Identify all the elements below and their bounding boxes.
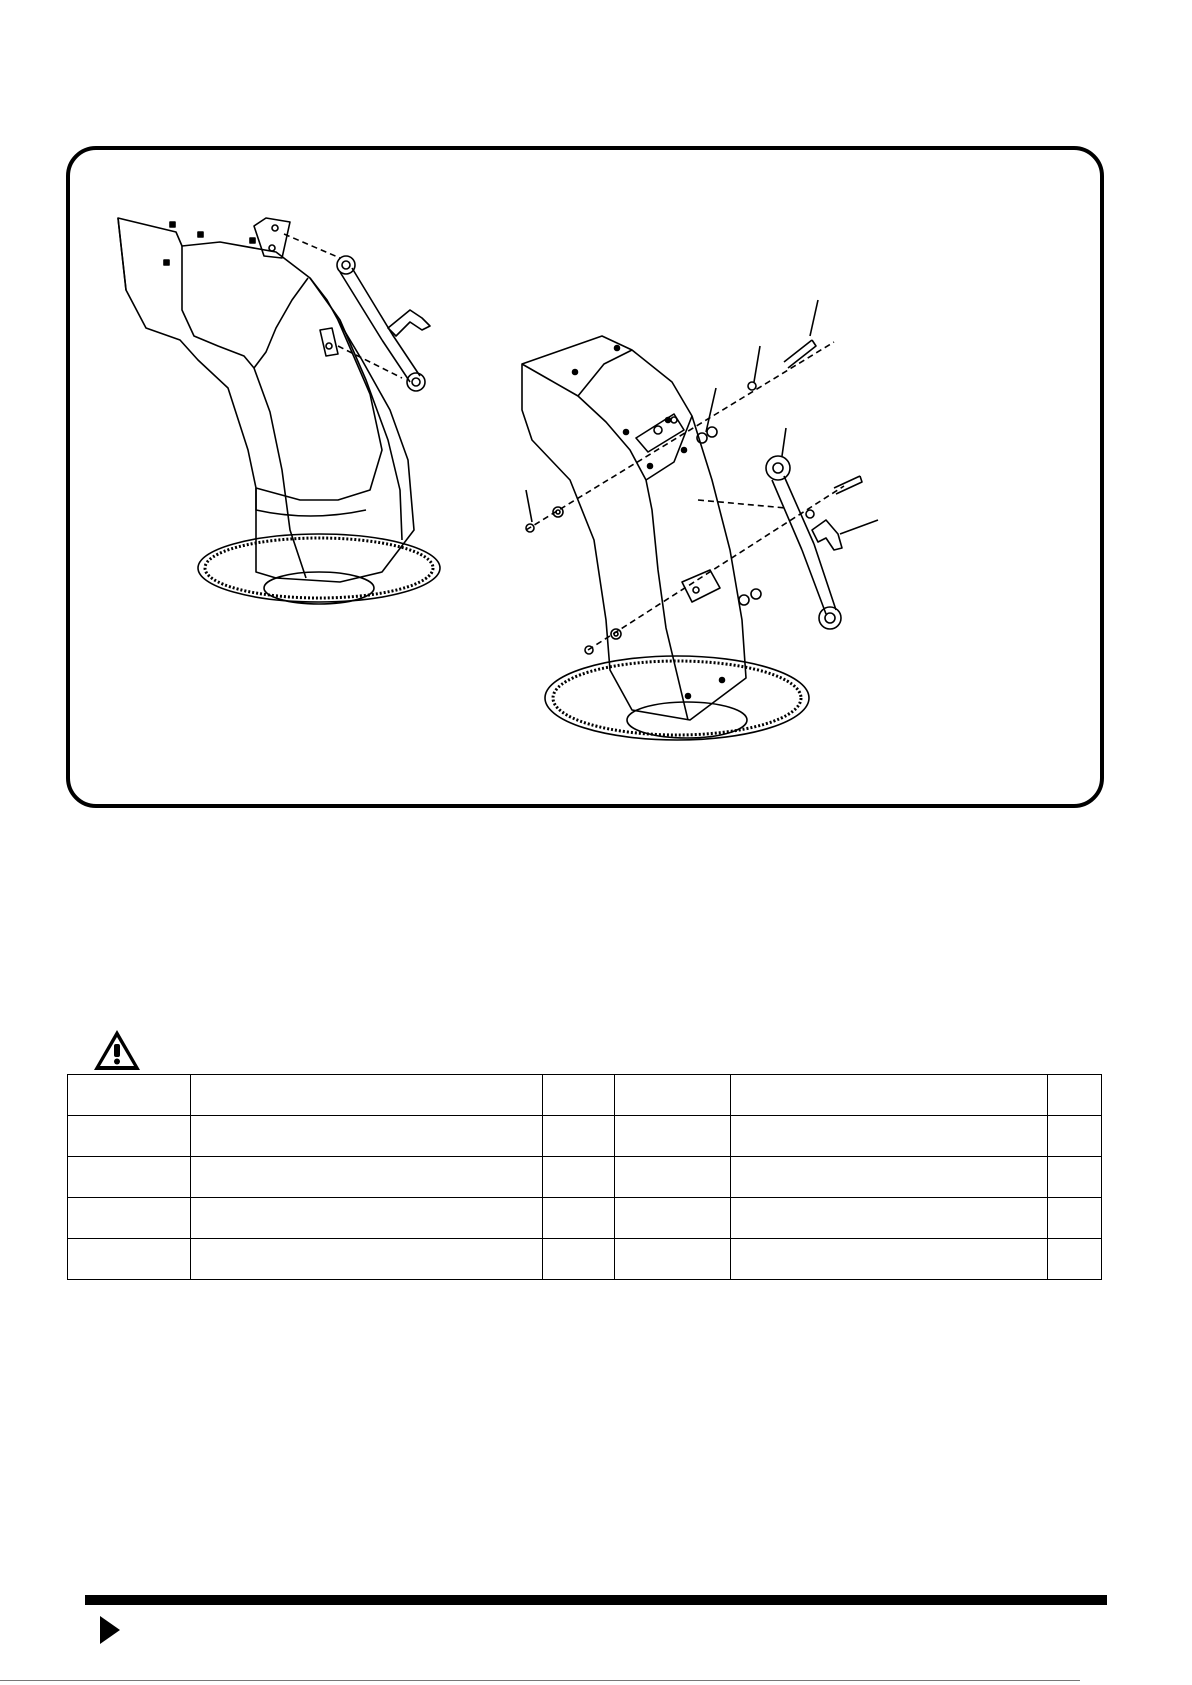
table-cell: [615, 1239, 731, 1280]
table-cell: [1048, 1239, 1102, 1280]
table-cell: [191, 1075, 543, 1116]
table-cell: [543, 1157, 615, 1198]
table-row: [68, 1075, 1102, 1116]
table-cell: [68, 1239, 191, 1280]
table-cell: [543, 1198, 615, 1239]
assembled-chute-drawing: [118, 218, 440, 604]
table-cell: [543, 1116, 615, 1157]
table-row: [68, 1239, 1102, 1280]
table-cell: [543, 1239, 615, 1280]
table-cell: [191, 1198, 543, 1239]
table-cell: [191, 1239, 543, 1280]
table-cell: [191, 1157, 543, 1198]
table-cell: [1048, 1116, 1102, 1157]
chute-assembly-illustration: [70, 150, 1104, 808]
table-cell: [615, 1116, 731, 1157]
table-cell: [731, 1239, 1048, 1280]
table-cell: [615, 1157, 731, 1198]
exploded-chute-drawing: [522, 300, 878, 740]
table-cell: [68, 1198, 191, 1239]
table-row: [68, 1198, 1102, 1239]
table-cell: [615, 1075, 731, 1116]
parts-table: [67, 1074, 1102, 1280]
page-edge-line: [0, 1680, 1080, 1681]
table-cell: [731, 1075, 1048, 1116]
table-cell: [731, 1198, 1048, 1239]
table-cell: [68, 1075, 191, 1116]
footer-rule: [85, 1595, 1107, 1605]
play-arrow-icon: [99, 1615, 121, 1645]
table-cell: [543, 1075, 615, 1116]
table-cell: [1048, 1157, 1102, 1198]
table-cell: [68, 1157, 191, 1198]
table-cell: [1048, 1075, 1102, 1116]
table-row: [68, 1116, 1102, 1157]
table-cell: [731, 1116, 1048, 1157]
warning-triangle-icon: [92, 1028, 142, 1072]
table-cell: [191, 1116, 543, 1157]
table-cell: [68, 1116, 191, 1157]
assembly-illustration-frame: [66, 146, 1104, 808]
table-cell: [1048, 1198, 1102, 1239]
table-row: [68, 1157, 1102, 1198]
table-cell: [731, 1157, 1048, 1198]
table-cell: [615, 1198, 731, 1239]
